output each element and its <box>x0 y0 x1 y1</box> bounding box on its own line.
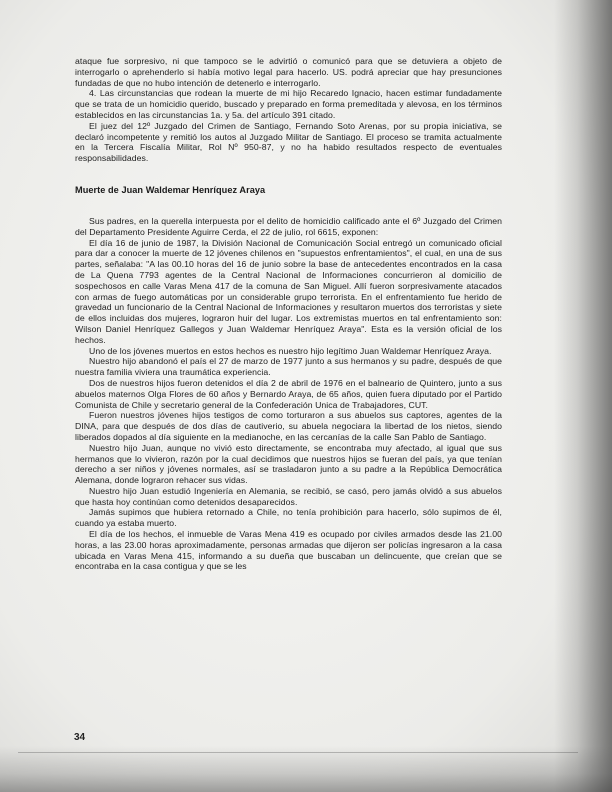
paragraph: Nuestro hijo Juan estudió Ingeniería en Alemania, se recibió, se casó, pero jamás olvidó a sus abuelos que hasta hoy continúan como detenidos desaparecidos. <box>75 485 502 507</box>
paragraph: Uno de los jóvenes muertos en estos hechos es nuestro hijo legítimo Juan Waldemar Henríquez Araya. <box>89 345 492 356</box>
paragraph: Nuestro hijo Juan, aunque no vivió esto directamente, se encontraba muy afectado, al igual que sus hermanos que lo vivieron, razón por la cual decidimos que nuestros hijos se fueran del país, ya que tenían derecho a ser niños y jóvenes normales, así se trasladaron junto a su padre a la República Democrática Alemana, donde lograron rehacer sus vidas. <box>75 442 502 486</box>
paragraph: Jamás supimos que hubiera retornado a Chile, no tenía prohibición para hacerlo, sólo supimos de él, cuando ya estaba muerto. <box>75 507 502 529</box>
page-number: 34 <box>74 732 86 743</box>
section-spacer <box>75 164 502 184</box>
section-spacer <box>75 196 502 216</box>
paragraph: Dos de nuestros hijos fueron detenidos el día 2 de abril de 1976 en el balneario de Quintero, junto a sus abuelos maternos Olga Flores de 60 años y Bernardo Araya, de 65 años, quien fuera diputado por el Partido Comunista de Chile y secretario general de la Confederación Unica de Trabajadores, CUT. <box>75 377 502 410</box>
paragraph: Nuestro hijo abandonó el país el 27 de marzo de 1977 junto a sus hermanos y su padre, después de que nuestra familia viviera una traumática experiencia. <box>75 356 502 378</box>
paragraph: ataque fue sorpresivo, ni que tampoco se le advirtió o comunicó para que se detuviera a objeto de interrogarlo o aprehenderlo si había motivo legal para hacerlo. US. podrá apreciar que hay presunciones fundadas de que no hubo intención de detenerlo e interrogarlo. <box>75 56 502 88</box>
paragraph: Sus padres, en la querella interpuesta por el delito de homicidio calificado ante el 6º Juzgado del Crimen del Departamento Presidente Aguirre Cerda, el 22 de julio, rol 6615, exponen: <box>75 215 502 237</box>
paragraph: El juez del 12º Juzgado del Crimen de Santiago, Fernando Soto Arenas, por su propia iniciativa, se declaró incompetente y remitió los autos al Juzgado Militar de Santiago. El proceso se tramita actualmente en la Tercera Fiscalía Militar, Rol Nº 950-87, y no ha habido resultados respecto de eventuales responsabilidades. <box>75 120 502 164</box>
paragraph: El día 16 de junio de 1987, la División Nacional de Comunicación Social entregó un comunicado oficial para dar a conocer la muerte de 12 jóvenes chilenos en "supuestos enfrentamientos", el cual, en una de sus partes, señalaba: "A las 00.10 horas del 16 de junio sobre la base de antecedentes encontrados en la casa de La Quena 7793 agentes de la Central Nacional de Informaciones concurrieron al domicilio de sospechosos en calle Varas Mena 417 de la comuna de San Miguel. Allí fueron sorpresivamente atacados con armas de fuego automáticas por un considerable grupo terrorista. En el enfrentamiento fue herido de gravedad un funcionario de la Central Nacional de Informaciones y resultaron muertos dos terroristas y siete de ellos incluidas dos mujeres, lograron huir del lugar. Los extremistas muertos en tal enfrentamiento son: Wilson Daniel Henríquez Gallegos y Juan Waldemar Henríquez Araya". Esta es la versión oficial de los hechos. <box>75 237 502 345</box>
scan-shadow-bottom <box>0 746 612 792</box>
paragraph: El día de los hechos, el inmueble de Varas Mena 419 es ocupado por civiles armados desde las 21.00 horas, a las 23.00 horas aproximadamente, personas armadas que dijeron ser policías ingresaron a la casa ubicada en Varas Mena 415, informando a su dueña que buscaban un delincuente, que creían que se encontraba en la casa contigua y que se les <box>75 529 502 572</box>
page-body <box>75 56 502 572</box>
paragraph: 4. Las circunstancias que rodean la muerte de mi hijo Recaredo Ignacio, hacen estimar fundadamente que se trata de un homicidio querido, buscado y preparado en forma premeditada y alevosa, en los términos establecidos en las circunstancias 1a. y 5a. del artículo 391 citado. <box>75 88 502 120</box>
section-heading: Muerte de Juan Waldemar Henríquez Araya <box>75 184 266 195</box>
scan-shadow-right <box>554 0 612 792</box>
paragraph: Fueron nuestros jóvenes hijos testigos de como torturaron a sus abuelos sus captores, agentes de la DINA, para que después de dos días de cautiverio, su abuela negociara la libertad de los nietos, siendo liberados dopados al día siguiente en la medianoche, en las cercanías de la calle San Pablo de Santiago. <box>75 410 502 442</box>
